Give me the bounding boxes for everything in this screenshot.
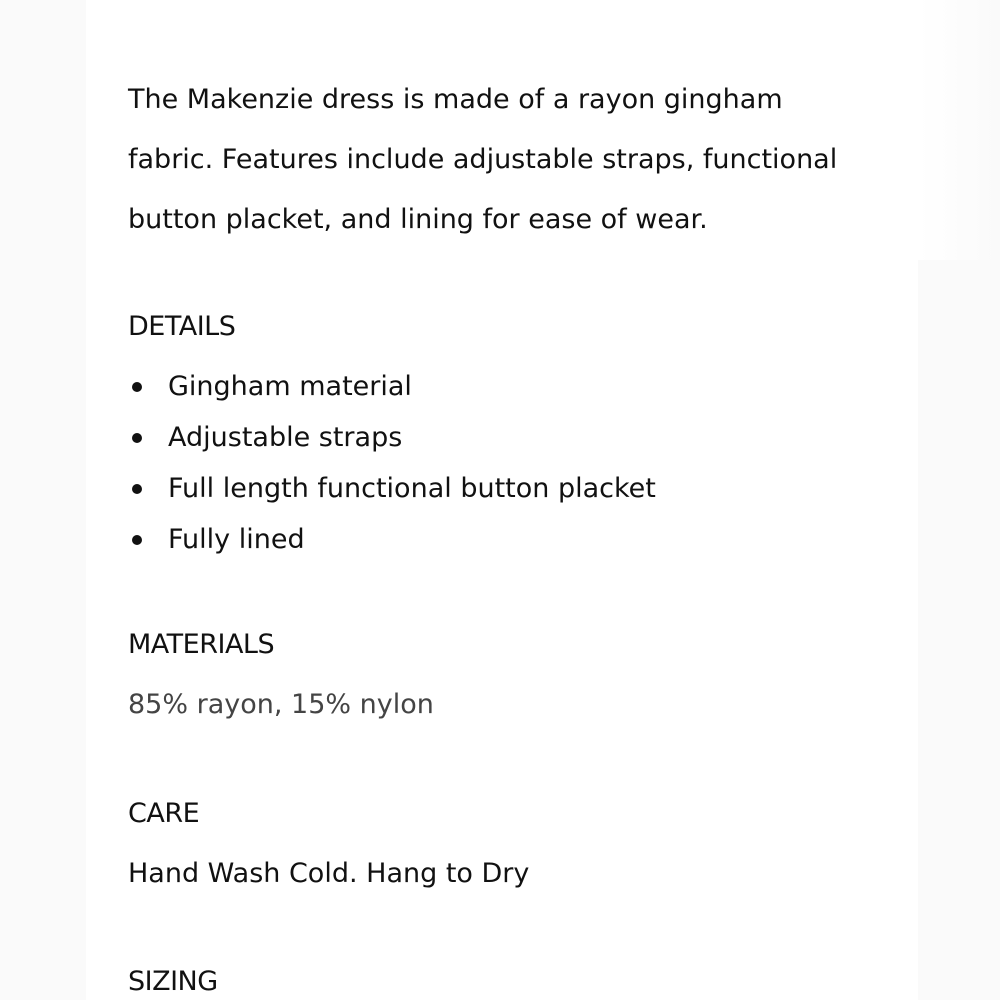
description-line: The Makenzie dress is made of a rayon gingham (128, 84, 783, 115)
list-item (128, 522, 656, 573)
list-item (128, 369, 656, 420)
list-item (128, 471, 656, 522)
bullet-icon (132, 484, 142, 494)
details-heading: DETAILS (128, 311, 236, 342)
materials-text: 85% rayon, 15% nylon (128, 689, 434, 720)
details-item-text: Full length functional button placket (168, 473, 656, 504)
details-item-text: Fully lined (168, 524, 305, 555)
bullet-icon (132, 382, 142, 392)
details-list (128, 369, 656, 573)
materials-heading: MATERIALS (128, 629, 275, 660)
panel-edge-shadow (918, 0, 1000, 260)
product-description (128, 70, 888, 250)
description-line: button placket, and lining for ease of wear. (128, 204, 708, 235)
sizing-heading: SIZING (128, 966, 218, 997)
description-line: fabric. Features include adjustable straps, functional (128, 144, 838, 175)
list-item (128, 420, 656, 471)
bullet-icon (132, 433, 142, 443)
details-item-text: Gingham material (168, 371, 412, 402)
care-heading: CARE (128, 798, 200, 829)
bullet-icon (132, 535, 142, 545)
care-text: Hand Wash Cold. Hang to Dry (128, 858, 530, 889)
details-item-text: Adjustable straps (168, 422, 403, 453)
